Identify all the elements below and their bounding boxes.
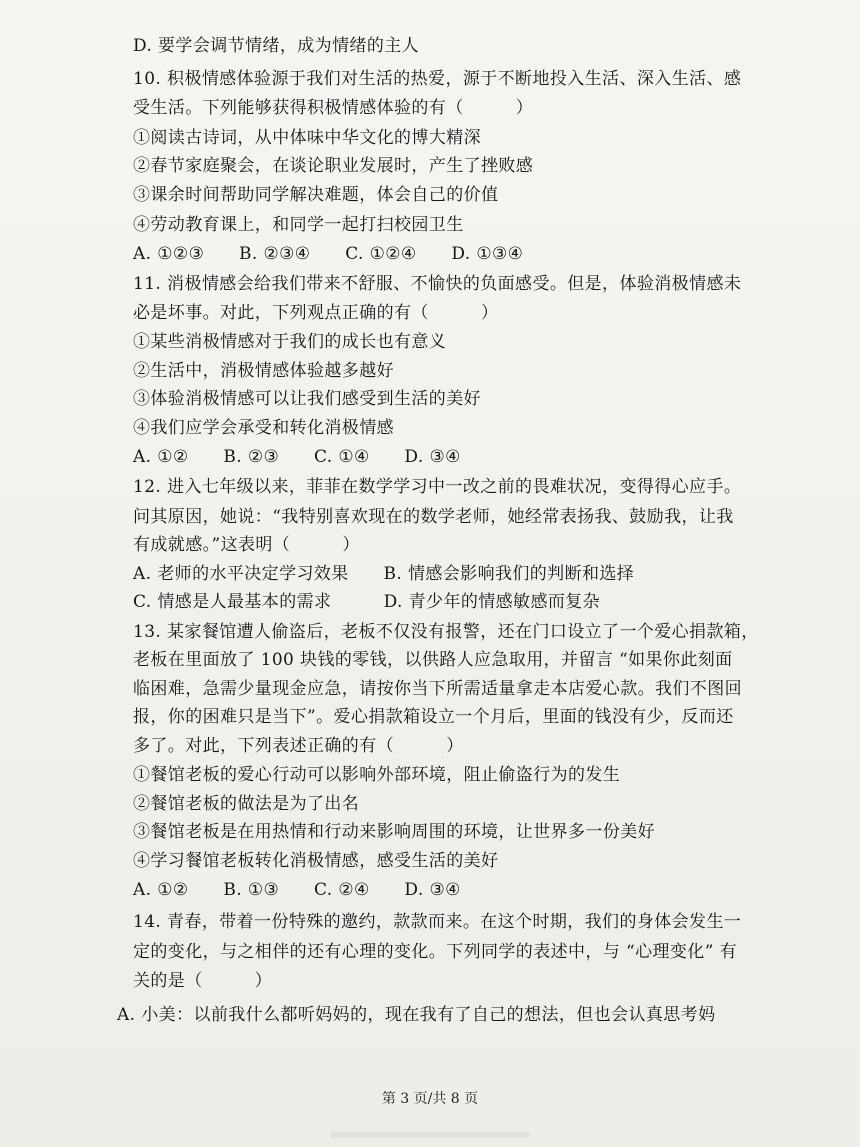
text-line: ①某些消极情感对于我们的成长也有意义 [133,332,447,352]
text-line: 受生活。下列能够获得积极情感体验的有（ ） [133,98,534,118]
text-line: 必是坏事。对此，下列观点正确的有（ ） [133,303,499,323]
text-line: ②餐馆老板的做法是为了出名 [133,794,360,814]
text-line: 定的变化，与之相伴的还有心理的变化。下列同学的表述中，与 “心理变化” 有 [133,942,737,962]
text-line: ④劳动教育课上，和同学一起打扫校园卫生 [133,215,464,235]
text-line: 多了。对此，下列表述正确的有（ ） [133,736,464,756]
text-line: 临困难，急需少量现金应急，请按你当下所需适量拿走本店爱心款。我们不图回 [133,679,742,699]
text-line: 报，你的困难只是当下”。爱心捐款箱设立一个月后，里面的钱没有少，反而还 [133,707,734,727]
text-line: 老板在里面放了 100 块钱的零钱，以供路人应急取用，并留言 “如果你此刻面 [133,650,733,670]
text-line: ③体验消极情感可以让我们感受到生活的美好 [133,389,481,409]
text-line: 10. 积极情感体验源于我们对生活的热爱，源于不断地投入生活、深入生活、感 [133,69,742,89]
text-line: ②春节家庭聚会，在谈论职业发展时，产生了挫败感 [133,156,534,176]
answer-options: A. ①② B. ①③ C. ②④ D. ③④ [133,880,461,900]
text-line: ④我们应学会承受和转化消极情感 [133,418,394,438]
answer-options: C. 情感是人最基本的需求 D. 青少年的情感敏感而复杂 [133,592,601,612]
text-line: ③餐馆老板是在用热情和行动来影响周围的环境，让世界多一份美好 [133,822,655,842]
answer-options: A. ①② B. ②③ C. ①④ D. ③④ [133,447,461,467]
text-line: ②生活中，消极情感体验越多越好 [133,361,394,381]
text-line: 关的是（ ） [133,971,273,991]
text-line: 14. 青春，带着一份特殊的邀约，款款而来。在这个时期，我们的身体会发生一 [133,912,742,932]
answer-options: A. ①②③ B. ②③④ C. ①②④ D. ①③④ [133,244,524,264]
text-line: 问其原因，她说：“我特别喜欢现在的数学老师，她经常表扬我、鼓励我，让我 [133,507,734,527]
text-line: 有成就感。”这表明（ ） [133,535,360,555]
text-line: ④学习餐馆老板转化消极情感，感受生活的美好 [133,851,499,871]
text-line: ①阅读古诗词，从中体味中华文化的博大精深 [133,128,481,148]
text-line: D. 要学会调节情绪，成为情绪的主人 [133,36,420,56]
text-line: 11. 消极情感会给我们带来不舒服、不愉快的负面感受。但是，体验消极情感未 [133,274,742,294]
scan-smudge [330,1132,530,1138]
text-line: ③课余时间帮助同学解决难题，体会自己的价值 [133,185,499,205]
text-line: ①餐馆老板的爱心行动可以影响外部环境，阻止偷盗行为的发生 [133,765,621,785]
text-line: 12. 进入七年级以来，菲菲在数学学习中一改之前的畏难状况，变得得心应手。 [133,477,742,497]
text-line: 13. 某家餐馆遭人偷盗后，老板不仅没有报警，还在门口设立了一个爱心捐款箱， [133,622,759,642]
answer-options: A. 老师的水平决定学习效果 B. 情感会影响我们的判断和选择 [133,564,635,584]
page-number: 第 3 页/共 8 页 [381,1091,479,1107]
answer-option-a: A. 小美：以前我什么都听妈妈的，现在我有了自己的想法，但也会认真思考妈 [117,1005,716,1025]
